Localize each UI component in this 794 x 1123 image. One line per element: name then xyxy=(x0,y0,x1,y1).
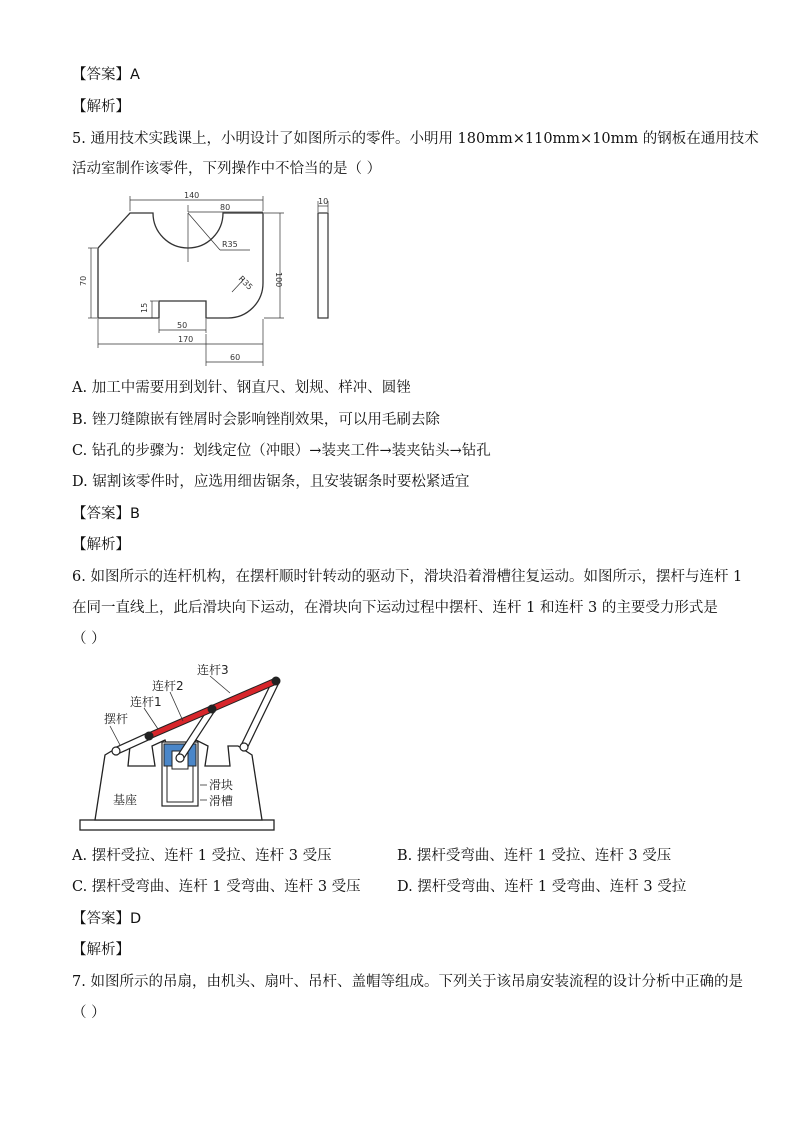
q5-option-c: C. 钻孔的步骤为：划线定位（冲眼）→装夹工件→装夹钻头→钻孔 xyxy=(72,443,491,459)
label-link1: 连杆1 xyxy=(130,695,162,709)
pin-slider xyxy=(176,754,184,762)
question-5-stem-line2: 活动室制作该零件，下列操作中不恰当的是（ ） xyxy=(72,161,382,177)
label-link2: 连杆2 xyxy=(152,679,184,693)
question-5-stem-line1: 5. 通用技术实践课上，小明设计了如图所示的零件。小明用 180mm×110mm×10mm 的钢板在通用技术 xyxy=(72,131,759,147)
linkage-mechanism-figure xyxy=(72,655,292,835)
dim-10: 10 xyxy=(318,197,329,206)
question-7-stem-line2: （ ） xyxy=(72,1005,106,1021)
label-link3: 连杆3 xyxy=(197,663,229,677)
part-side-view xyxy=(318,213,328,318)
analysis-label-q5: 【解析】 xyxy=(72,537,130,553)
question-6-stem-line2: 在同一直线上，此后滑块向下运动，在滑块向下运动过程中摆杆、连杆 1 和连杆 3 的主要受力形式是 xyxy=(72,600,718,616)
analysis-label-q4: 【解析】 xyxy=(72,99,130,115)
label-base: 基座 xyxy=(113,793,138,807)
dim-r35-semicircle: R35 xyxy=(222,240,238,249)
dim-140: 140 xyxy=(184,191,200,200)
label-slider: 滑块 xyxy=(209,778,234,792)
dim-50: 50 xyxy=(177,321,188,330)
dim-100: 100 xyxy=(274,272,283,288)
pin-swing-link1 xyxy=(145,732,154,741)
q5-option-d: D. 锯割该零件时，应选用细齿锯条，且安装锯条时要松紧适宜 xyxy=(72,474,470,490)
dim-15: 15 xyxy=(140,302,149,313)
q6-option-b: B. 摆杆受弯曲、连杆 1 受拉、连杆 3 受压 xyxy=(397,848,672,864)
dim-170: 170 xyxy=(178,335,194,344)
pin-base-right xyxy=(240,743,248,751)
pin-base-left xyxy=(112,747,120,755)
dim-70: 70 xyxy=(79,275,88,286)
label-swing-rod: 摆杆 xyxy=(104,712,129,726)
q6-option-c: C. 摆杆受弯曲、连杆 1 受弯曲、连杆 3 受压 xyxy=(72,879,361,895)
q5-option-b: B. 锉刀缝隙嵌有锉屑时会影响锉削效果，可以用毛刷去除 xyxy=(72,412,440,428)
pin-link1-link3 xyxy=(272,677,281,686)
q5-option-a: A. 加工中需要用到划针、钢直尺、划规、样冲、圆锉 xyxy=(72,380,411,396)
pin-link1-link2 xyxy=(208,705,217,714)
answer-label-q4: 【答案】A xyxy=(72,67,140,83)
base-plate xyxy=(80,820,274,830)
dim-60: 60 xyxy=(230,353,241,362)
question-6-stem-line3: （ ） xyxy=(72,631,106,647)
question-7-stem-line1: 7. 如图所示的吊扇，由机头、扇叶、吊杆、盖帽等组成。下列关于该吊扇安装流程的设计分析中正确的是 xyxy=(72,974,743,990)
q6-option-a: A. 摆杆受拉、连杆 1 受拉、连杆 3 受压 xyxy=(72,848,332,864)
q6-option-d: D. 摆杆受弯曲、连杆 1 受弯曲、连杆 3 受拉 xyxy=(397,879,687,895)
answer-label-q6: 【答案】D xyxy=(72,911,142,927)
label-slot: 滑槽 xyxy=(209,794,234,808)
answer-label-q5: 【答案】B xyxy=(72,506,140,522)
analysis-label-q6: 【解析】 xyxy=(72,942,130,958)
question-6-stem-line1: 6. 如图所示的连杆机构，在摆杆顺时针转动的驱动下，滑块沿着滑槽往复运动。如图所示，摆杆与连杆 1 xyxy=(72,569,743,585)
part-drawing xyxy=(70,190,350,370)
dim-80: 80 xyxy=(220,203,231,212)
part-outline xyxy=(98,213,263,318)
dim-r35-corner: R35 xyxy=(236,274,255,292)
